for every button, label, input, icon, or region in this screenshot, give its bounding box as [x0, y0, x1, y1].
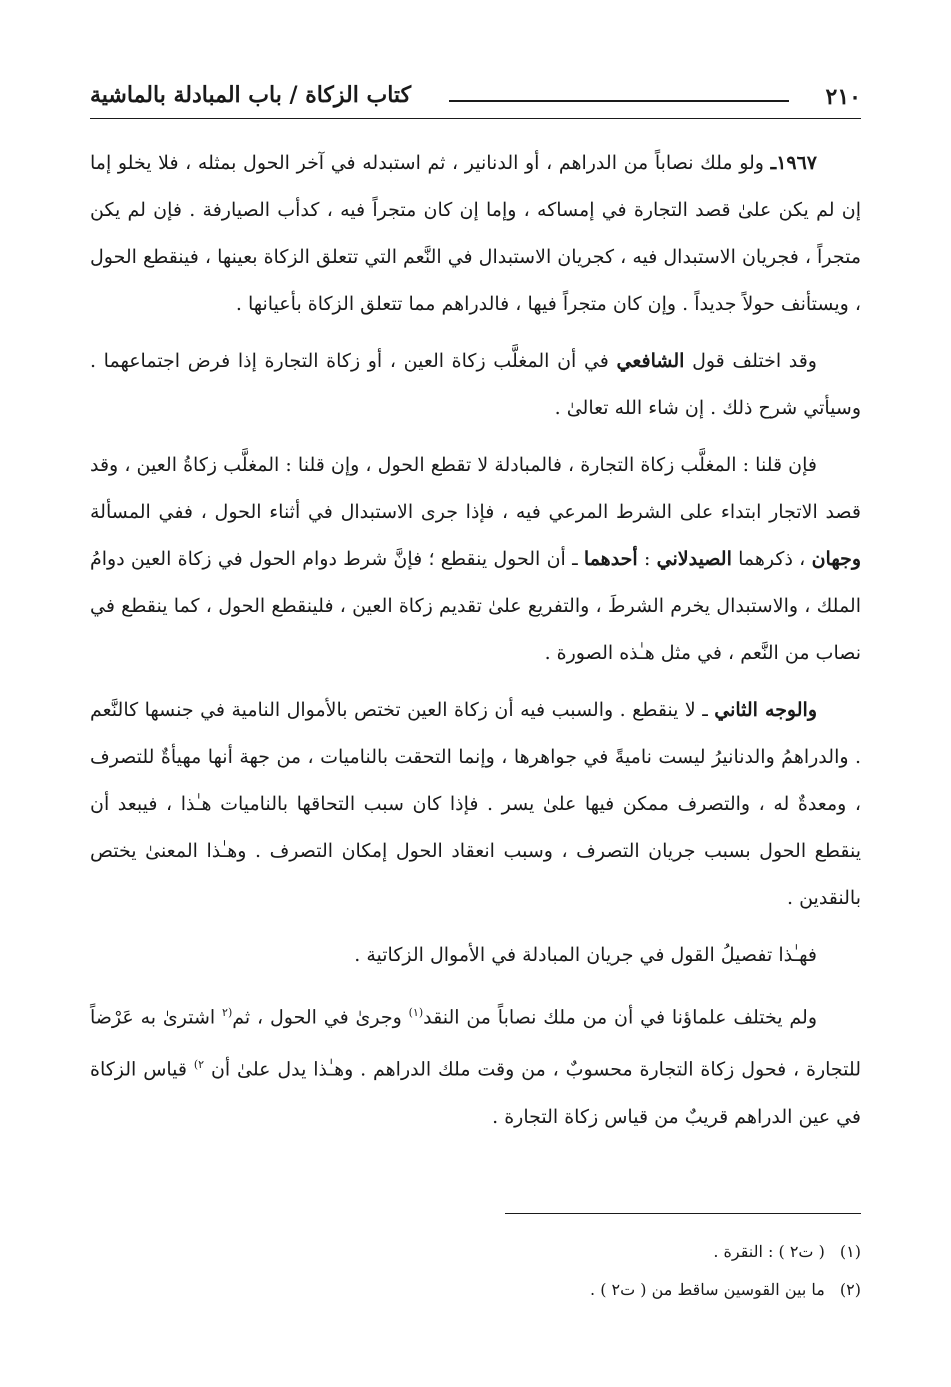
paragraph-text: ـ أن الحول ينقطع ؛ فإنَّ شرط دوام الحول في زكاة العين دوامُ الملك ، والاستبدال يخرم الشرطَ ، والتفريع علىٰ تقديم زكاة العين ، فلينقطع الحول ، كما ينقطع في نصاب من النَّعم ، في مثل هـٰذه الصورة .: [90, 548, 861, 664]
paragraph-second-view: [90, 687, 861, 922]
paragraph-text: فإن قلنا : المغلَّب زكاة التجارة ، فالمبادلة لا تقطع الحول ، وإن قلنا : المغلَّب زكاةُ العين ، وقد قصد الاتجار ابتداء على الشرط المرعي فيه ، فإذا جرى الاستبدال في أثناء الحول ، ففي المسألة: [90, 454, 861, 523]
paragraph-text: ولم يختلف علماؤنا في أن من ملك نصاباً من النقد: [423, 1006, 818, 1029]
bold-name: الشافعي: [616, 350, 685, 372]
paragraph-text: ـ لا ينقطع . والسبب فيه أن زكاة العين تختص بالأموال النامية في جنسها كالنَّعم . والدراهمُ والدنانيرُ ليست ناميةً في جواهرها ، وإنما التحقت بالناميات ، من جهة أنها مهيأةٌ للتصرف ، ومعدةٌ له ، والتصرف ممكن فيها علىٰ يسر . فإذا كان سبب التحاقها بالناميات هـٰذا ، فيبعد أن ينقطع الحول بسبب جريان التصرف ، وسبب انعقاد الحول إمكان التصرف . وهـٰذا المعنىٰ يختص بالنقدين .: [90, 699, 861, 909]
paragraph-text: قياس الزكاة في عين الدراهم قريبٌ من قياس زكاة التجارة .: [90, 1058, 861, 1128]
paragraph-text: في أن المغلَّب زكاة العين ، أو زكاة التجارة إذا فرض اجتماعهما . وسيأتي شرح ذلك . إن شاء الله تعالىٰ .: [90, 350, 861, 419]
header-rule: [449, 100, 789, 102]
paragraph-text: وقد اختلف قول: [692, 350, 817, 372]
paragraph-scholars: [90, 989, 861, 1141]
paragraph-summary: [90, 932, 861, 979]
paragraph-text: اشترىٰ به عَرْضاً للتجارة ، فحول زكاة التجارة محسوبٌ ، من وقت ملك الدراهم . وهـٰذا يدل علىٰ أن: [90, 1006, 861, 1081]
header-divider: [90, 118, 861, 119]
bold-term: أحدهما: [583, 548, 638, 570]
paragraph-text: ولو ملك نصاباً من الدراهم ، أو الدنانير ، ثم استبدله في آخر الحول بمثله ، فلا يخلو إما إن لم يكن علىٰ قصد التجارة في إمساكه ، وإما إن كان متجراً فيه ، كدأب الصيارفة . فإن لم يكن متجراً ، فجريان الاستبدال فيه ، كجريان الاستبدال في النَّعم التي تتعلق الزكاة بعينها ، فينقطع الحول ، ويستأنف حولاً جديداً . وإن كان متجراً فيها ، فالدراهم مما تتعلق الزكاة بأعيانها .: [90, 152, 861, 315]
paragraph-two-views: [90, 442, 861, 677]
footnote-2: [300, 1271, 861, 1309]
footnote-number: (١): [839, 1242, 861, 1261]
running-title: كتاب الزكاة / باب المبادلة بالماشية: [90, 82, 412, 108]
paragraph-1967: [90, 140, 861, 328]
footnote-number: (٢): [839, 1280, 861, 1299]
paragraph-shafii-disagreement: [90, 338, 861, 432]
footnotes: [300, 1233, 861, 1309]
paragraph-text: ، ذكرهما: [738, 548, 806, 570]
page-number: ٢١٠: [825, 84, 861, 110]
paragraph-text: فهـٰذا تفصيلُ القول في جريان المبادلة في الأموال الزكاتية .: [354, 944, 817, 966]
footnote-ref-1: (١): [408, 1006, 424, 1019]
footnote-text: ( ت٢ ) : النقرة .: [713, 1242, 825, 1261]
bold-term: وجهان: [811, 548, 861, 570]
footnote-separator: [505, 1213, 861, 1214]
bold-term: والوجه الثاني: [714, 699, 817, 721]
footnote-1: [300, 1233, 861, 1271]
page-header: [90, 78, 861, 118]
footnote-text: ما بين القوسين ساقط من ( ت٢ ) .: [590, 1280, 825, 1299]
footnote-ref-2-open: (٢: [222, 1006, 233, 1019]
section-number: ١٩٦٧ـ: [770, 152, 818, 174]
page-body: [90, 140, 861, 1151]
footnote-ref-2-close: ٢): [193, 1058, 205, 1072]
paragraph-text: :: [643, 548, 651, 570]
bold-name: الصيدلاني: [656, 548, 732, 570]
paragraph-text: وجرىٰ في الحول ، ثم: [232, 1006, 402, 1029]
